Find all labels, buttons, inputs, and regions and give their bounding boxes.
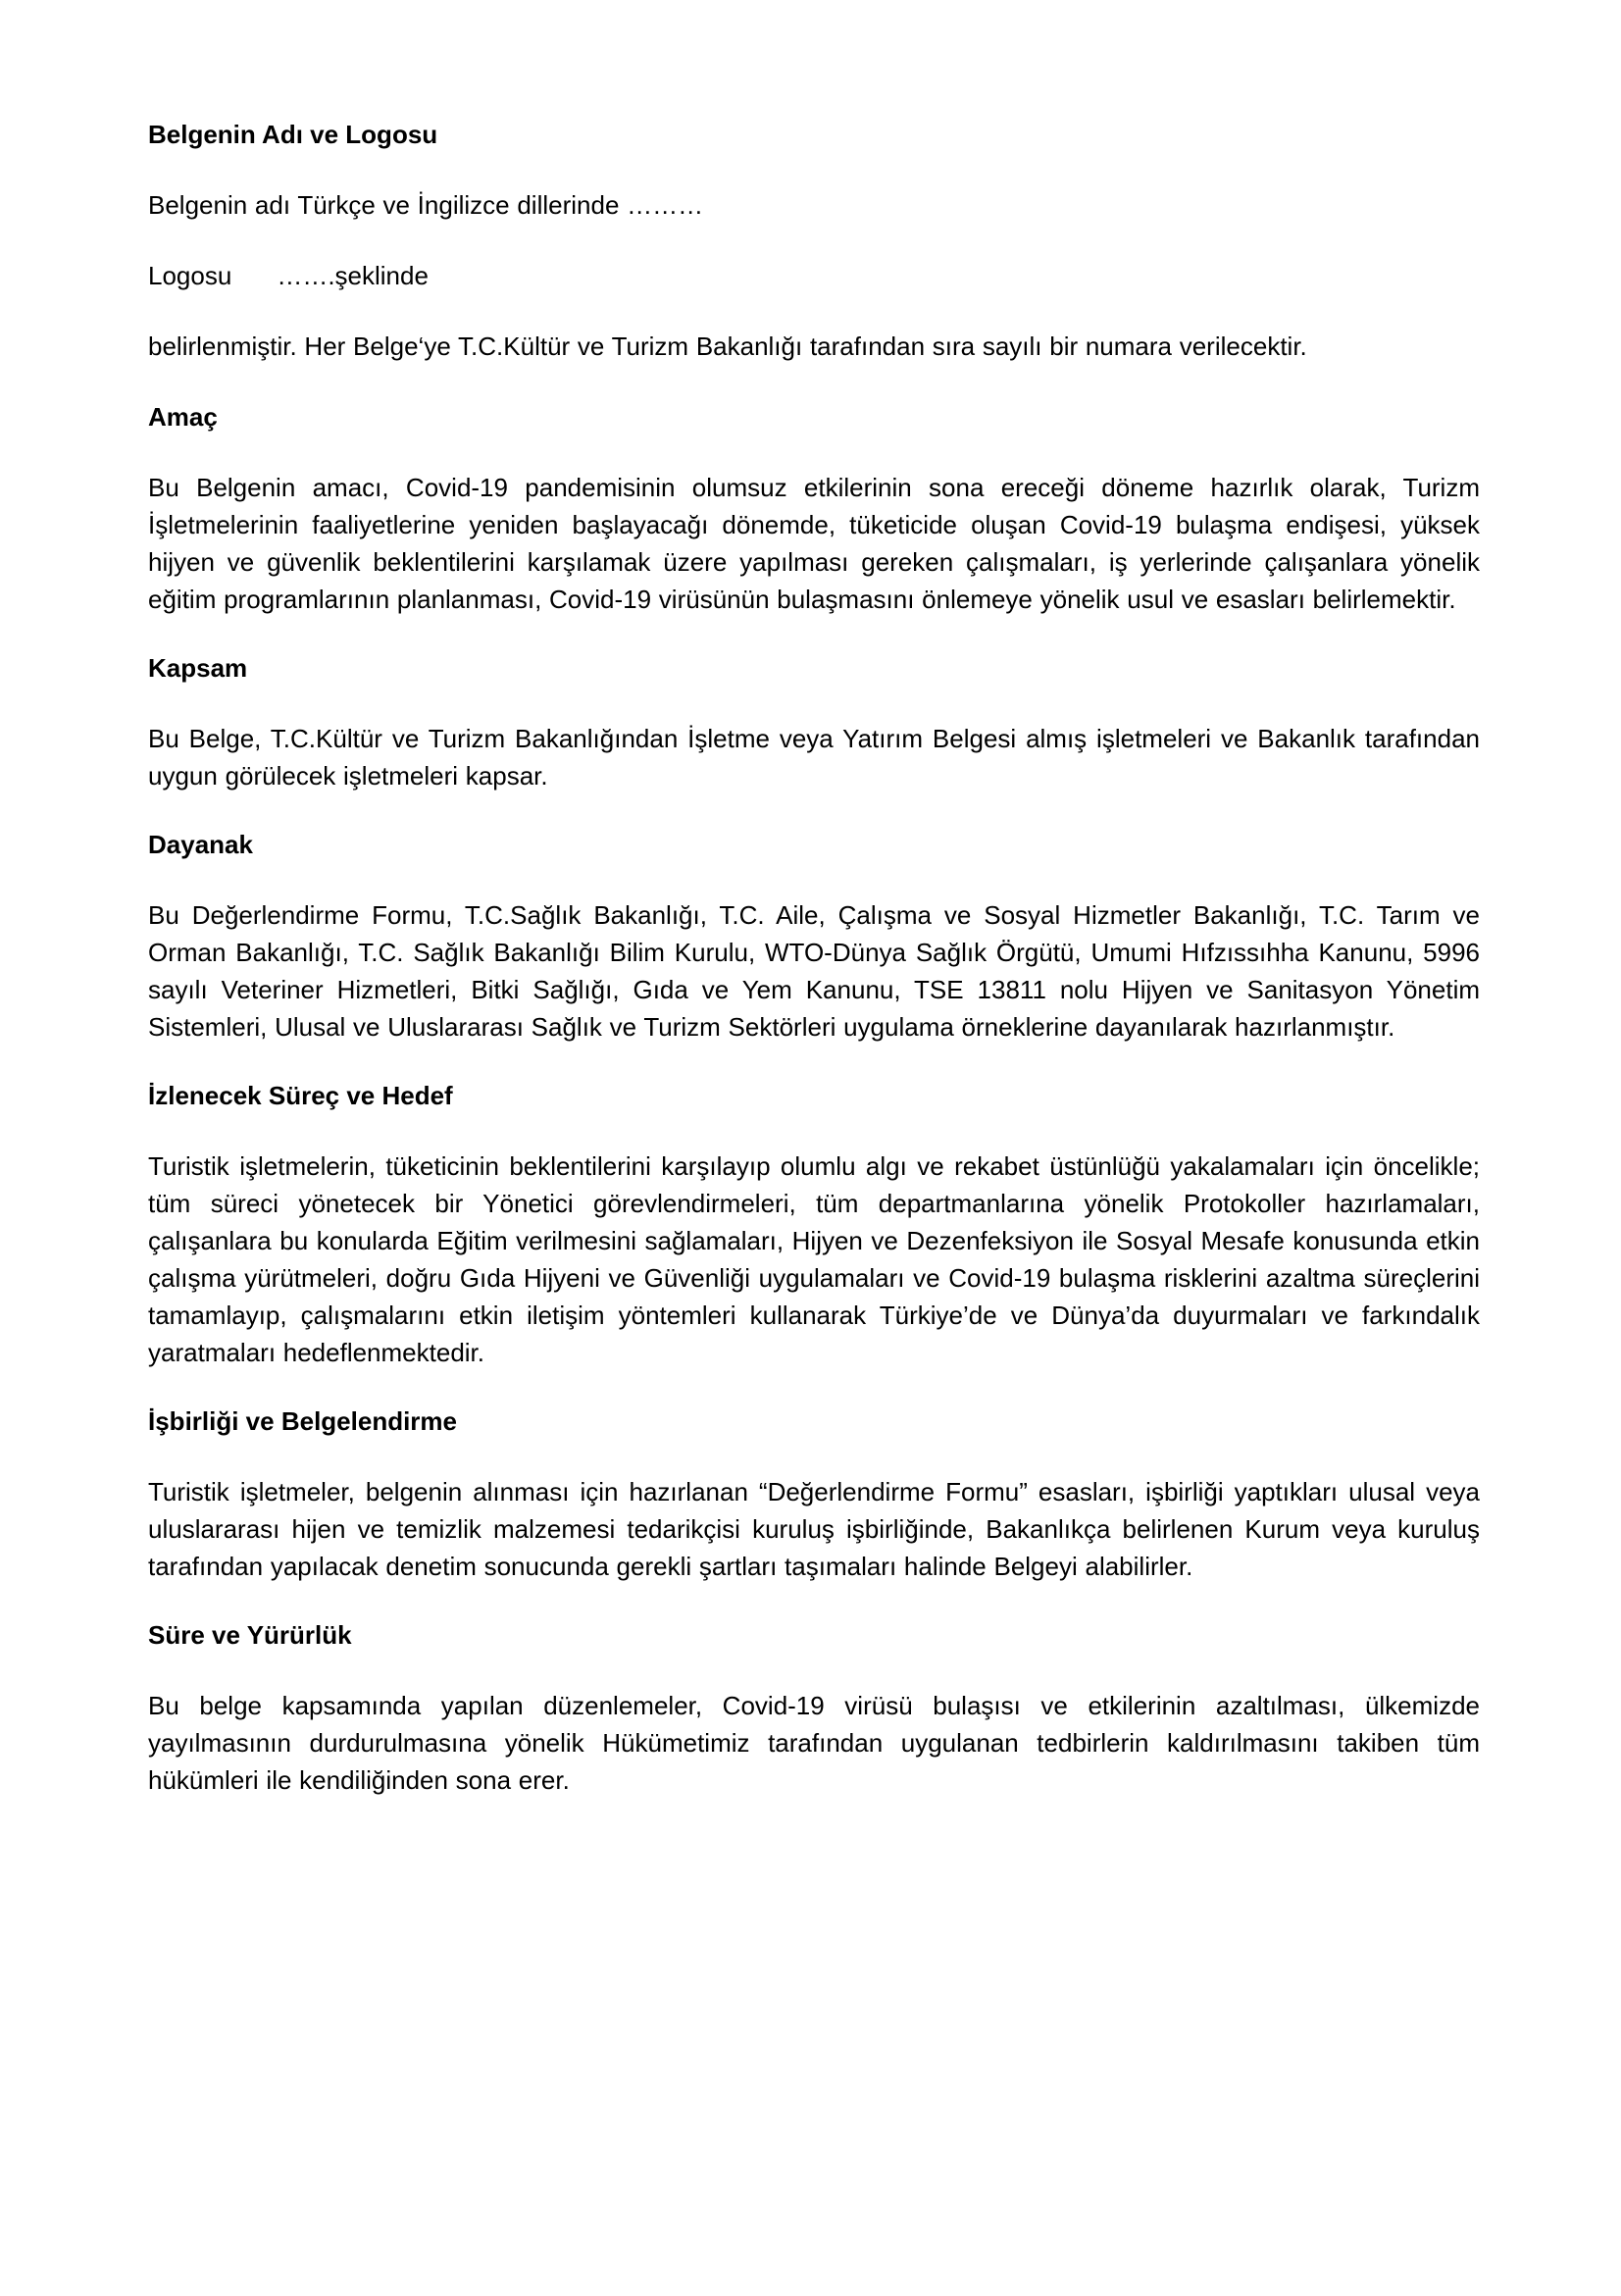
section-heading-amac: Amaç [148, 402, 218, 432]
section-heading-surec: İzlenecek Süreç ve Hedef [148, 1081, 453, 1110]
belge-numbering-line: belirlenmiştir. Her Belge‘ye T.C.Kültür ve Turizm Bakanlığı tarafından sıra sayılı bir numara verilecektir. [148, 332, 1307, 361]
section-heading-isbirligi: İşbirliği ve Belgelendirme [148, 1406, 457, 1436]
logo-label: Logosu [148, 261, 232, 290]
logo-value: …….şeklinde [277, 261, 429, 290]
section-body-amac: Bu Belgenin amacı, Covid-19 pandemisinin olumsuz etkilerinin sona ereceği döneme hazırlık olarak, Turizm İşletmelerinin faaliyetlerine yeniden başlayacağı dönemde, tüketicide oluşan Covid-19 bulaşma endişesi, yüksek hijyen ve güvenlik beklentilerini karşılamak üzere yapılması gereken çalışmaları, iş yerlerinde çalışanlara yönelik eğitim programlarının planlanması, Covid-19 virüsünün bulaşmasını önlemeye yönelik usul ve esasları belirlemektir. [148, 473, 1480, 614]
section-body-isbirligi: Turistik işletmeler, belgenin alınması için hazırlanan “Değerlendirme Formu” esasları, işbirliği yaptıkları ulusal veya uluslararası hijen ve temizlik malzemesi tedarikçisi kuruluş işbirliğinde, Bakanlıkça belirlenen Kurum veya kuruluş tarafından yapılacak denetim sonucunda gerekli şartları taşımaları halinde Belgeyi alabilirler. [148, 1477, 1480, 1581]
section-heading-sure: Süre ve Yürürlük [148, 1620, 352, 1650]
section-body-sure: Bu belge kapsamında yapılan düzenlemeler, Covid-19 virüsü bulaşısı ve etkilerinin azaltılması, ülkemizde yayılmasının durdurulmasına yönelik Hükümetimiz tarafından uygulanan tedbirlerin kaldırılmasını takiben tüm hükümleri ile kendiliğinden sona erer. [148, 1691, 1480, 1795]
section-heading-belge: Belgenin Adı ve Logosu [148, 120, 438, 149]
section-body-dayanak: Bu Değerlendirme Formu, T.C.Sağlık Bakanlığı, T.C. Aile, Çalışma ve Sosyal Hizmetler Bakanlığı, T.C. Tarım ve Orman Bakanlığı, T.C. Sağlık Bakanlığı Bilim Kurulu, WTO-Dünya Sağlık Örgütü, Umumi Hıfzıssıhha Kanunu, 5996 sayılı Veteriner Hizmetleri, Bitki Sağlığı, Gıda ve Yem Kanunu, TSE 13811 nolu Hijyen ve Sanitasyon Yönetim Sistemleri, Ulusal ve Uluslararası Sağlık ve Turizm Sektörleri uygulama örneklerine dayanılarak hazırlanmıştır. [148, 900, 1480, 1042]
section-body-surec: Turistik işletmelerin, tüketicinin beklentilerini karşılayıp olumlu algı ve rekabet üstünlüğü yakalamaları için öncelikle; tüm süreci yönetecek bir Yönetici görevlendirmeleri, tüm departmanlarına yönelik Protokoller hazırlamaları, çalışanlara bu konularda Eğitim verilmesini sağlamaları, Hijyen ve Dezenfeksiyon ile Sosyal Mesafe konusunda etkin çalışma yürütmeleri, doğru Gıda Hijyeni ve Güvenliği uygulamaları ve Covid-19 bulaşma risklerini azaltma süreçlerini tamamlayıp, çalışmalarını etkin iletişim yöntemleri kullanarak Türkiye’de ve Dünya’da duyurmaları ve farkındalık yaratmaları hedeflenmektedir. [148, 1151, 1480, 1367]
section-heading-dayanak: Dayanak [148, 830, 253, 859]
section-heading-kapsam: Kapsam [148, 653, 248, 683]
belge-name-line: Belgenin adı Türkçe ve İngilizce dillerinde ……… [148, 190, 704, 220]
logo-line [148, 257, 1480, 294]
document-page [148, 116, 1480, 1799]
section-body-kapsam: Bu Belge, T.C.Kültür ve Turizm Bakanlığından İşletme veya Yatırım Belgesi almış işletmeleri ve Bakanlık tarafından uygun görülecek işletmeleri kapsar. [148, 724, 1480, 791]
